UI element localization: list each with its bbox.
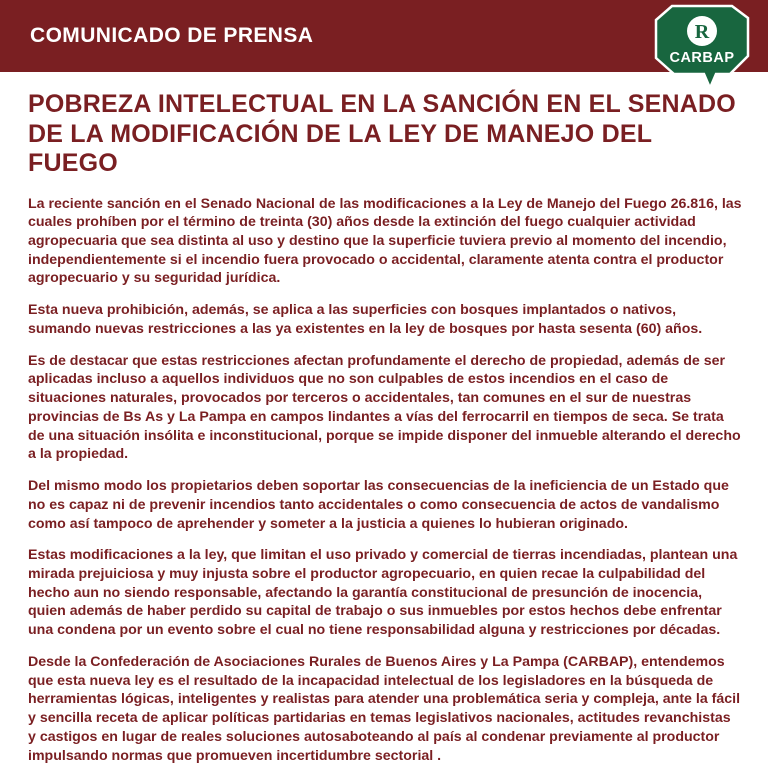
paragraph: Esta nueva prohibición, además, se aplica a las superficies con bosques implantados o nativos, sumando nuevas restricciones a las ya existentes en la ley de bosques por hasta sesenta (60) años.	[28, 302, 703, 337]
carbap-logo-icon	[654, 4, 750, 92]
paragraph: Desde la Confederación de Asociaciones Rurales de Buenos Aires y La Pampa (CARBAP), entendemos que esta nueva ley es el resultado de la incapacidad intelectual de los legisladores en la búsqueda de herramientas lógicas, inteligentes y realistas para atender una problemática seria y compleja, ante la fácil y sencilla receta de aplicar políticas partidarias en temas legislativos nacionales, actitudes revanchistas y castigos en lugar de reales soluciones autosaboteando al país al condenar previamente al productor impulsando normas que promueven incertidumbre sectorial .	[28, 653, 741, 764]
paragraph: Del mismo modo los propietarios deben soportar las consecuencias de la ineficiencia de un Estado que no es capaz ni de prevenir incendios tanto accidentales o como consecuencia de actos de vandalismo como así tampoco de aprehender y someter a la justicia a quienes lo hubieran originado.	[28, 478, 729, 532]
logo-monogram-text: R	[694, 21, 710, 43]
header-label: COMUNICADO DE PRENSA	[30, 24, 314, 47]
carbap-logo	[654, 4, 750, 92]
logo-name-text: CARBAP	[669, 50, 735, 66]
paragraph: La reciente sanción en el Senado Nacional de las modificaciones a la Ley de Manejo del Fuego 26.816, las cuales prohíben por el término de treinta (30) años desde la extinción del fuego cualquier actividad agropecuaria que sea distinta al uso y destino que la superficie tuviera previo al momento del incendio, independientemente si el incendio fuera provocado o accidental, claramente atenta contra el productor agropecuario y su seguridad jurídica.	[28, 195, 742, 287]
header-bar	[0, 0, 768, 72]
paragraph: Es de destacar que estas restricciones afectan profundamente el derecho de propiedad, además de ser aplicadas incluso a aquellos individuos que no son culpables de estos incendios en el caso de situaciones naturales, provocados por terceros o accidentales, tan comunes en el sur de nuestras provincias de Bs As y La Pampa en campos lindantes a vías del ferrocarril en tiempos de seca. Se trata de una situación insólita e inconstitucional, porque se impide disponer del inmueble alterando el derecho a la propiedad.	[28, 352, 741, 463]
document-body	[0, 72, 768, 768]
page-title: POBREZA INTELECTUAL EN LA SANCIÓN EN EL SENADO DE LA MODIFICACIÓN DE LA LEY DE MANEJO DEL FUEGO	[28, 90, 736, 177]
paragraph: Estas modificaciones a la ley, que limitan el uso privado y comercial de tierras incendiadas, plantean una mirada prejuiciosa y muy injusta sobre el productor agropecuario, en quien recae la culpabilidad del hecho aun no siendo responsable, afectando la garantía constitucional de presunción de inocencia, quien además de haber perdido su capital de trabajo o sus inmuebles por estos hechos debe enfrentar una condena por un evento sobre el cual no tiene responsabilidad alguna y restricciones por décadas.	[28, 547, 738, 639]
